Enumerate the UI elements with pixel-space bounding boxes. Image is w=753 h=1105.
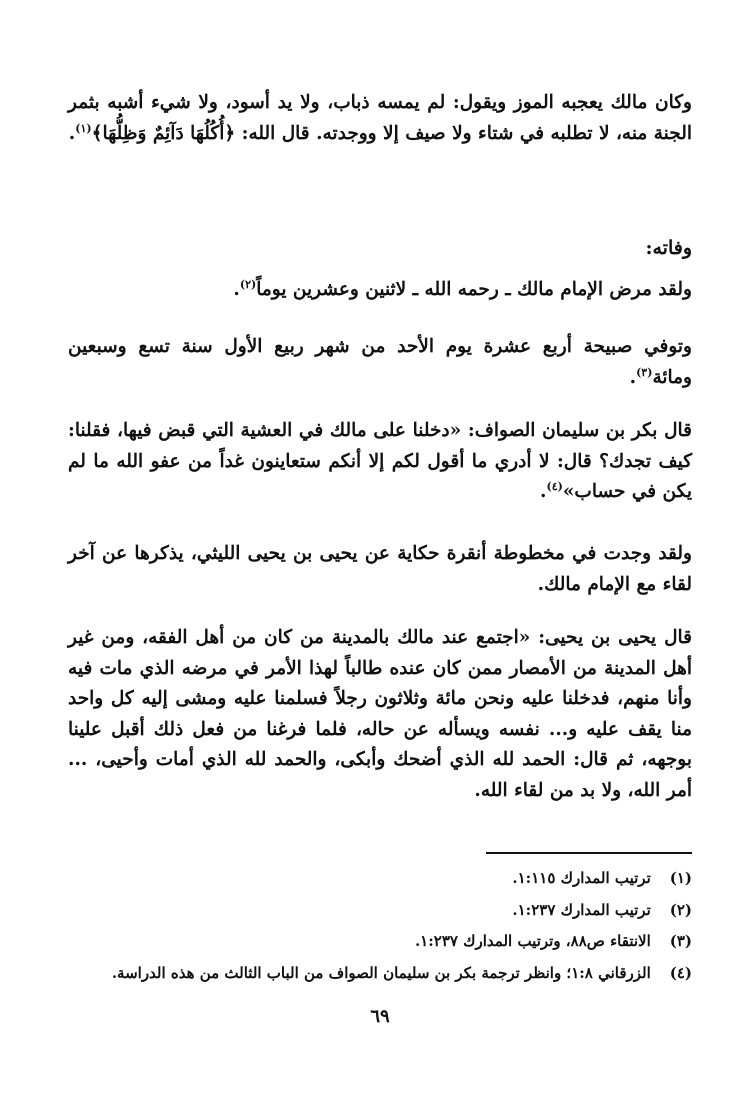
footnote-ref-4: (٤) <box>546 479 563 493</box>
footnote-text: ترتيب المدارك ١:١١٥. <box>512 869 651 887</box>
paragraph-text: قال بكر بن سليمان الصواف: «دخلنا على مالك في العشية التي قبض فيها، فقلنا: كيف تجدك؟ قال: لا أدري ما أقول لكم إلا أنكم ستعاينون غداً من عفو الله ما لم يكن في حساب» <box>68 420 692 502</box>
quran-verse: ﴿أُكُلُهَا دَآئِمٌ وَظِلُّهَا﴾ <box>91 122 236 144</box>
book-page <box>68 0 692 1105</box>
footnote-number: (٤) <box>669 964 692 982</box>
paragraph-end: . <box>68 122 76 144</box>
footnote-divider <box>486 852 692 854</box>
page-number: ٦٩ <box>370 1006 390 1027</box>
paragraph-text: ولقد مرض الإمام مالك ـ رحمه الله ـ لاثنين وعشرين يوماً <box>256 279 692 300</box>
paragraph-end: . <box>233 279 240 300</box>
footnote-4 <box>68 963 692 983</box>
paragraph-yahya: قال يحيى بن يحيى: «اجتمع عند مالك بالمدينة من كان من أهل الفقه، ومن غير أهل المدينة من الأمصار ممن كان عنده طالباً لهذا الأمر في مرضه الذي مات فيه وأنا منهم، فدخلنا عليه ونحن مائة وثلاثون رجلاً فسلمنا عليه ومشى إليه كل واحد منا يقف عليه و... نفسه ويسأله عن حاله، فلما فرغنا من فعل ذلك أقبل علينا بوجهه، ثم قال: الحمد لله الذي أضحك وأبكى، والحمد لله الذي أمات وأحيى، ... أمر الله، ولا بد من لقاء الله. <box>68 627 692 801</box>
footnote-text: الانتقاء ص٨٨، وترتيب المدارك ١:٢٣٧. <box>414 932 651 950</box>
paragraph-banana <box>68 88 692 149</box>
paragraph-text: وتوفي صبيحة أربع عشرة يوم الأحد من شهر ربيع الأول سنة تسع وسبعين ومائة <box>68 336 692 388</box>
footnote-ref-1: (١) <box>75 121 92 135</box>
paragraph-manuscript: ولقد وجدت في مخطوطة أنقرة حكاية عن يحيى بن يحيى الليثي، يذكرها عن آخر لقاء مع الإمام مالك. <box>68 543 692 595</box>
footnote-text: الزرقاني ١:٨؛ وانظر ترجمة بكر بن سليمان الصواف من الباب الثالث من هذه الدراسة. <box>111 964 651 982</box>
paragraph-death <box>68 332 692 393</box>
footnote-number: (٣) <box>669 932 692 950</box>
footnote-ref-2: (٢) <box>239 277 257 291</box>
paragraph-end: . <box>540 481 547 502</box>
paragraph-bakr <box>68 416 692 508</box>
footnote-2 <box>68 900 692 920</box>
paragraph-end: . <box>629 366 637 388</box>
footnote-text: ترتيب المدارك ١:٢٣٧. <box>512 901 651 919</box>
paragraph-text: وكان مالك يعجبه الموز ويقول: لم يمسه ذباب، ولا يد أسود، ولا شيء أشبه بثمر الجنة منه، لا تطلبه في شتاء ولا صيف إلا ووجدته. قال الله: <box>68 92 692 144</box>
section-heading: وفاته: <box>645 237 692 259</box>
paragraph-illness <box>68 275 692 306</box>
footnote-ref-3: (٣) <box>636 365 653 379</box>
footnote-1 <box>68 868 692 888</box>
footnote-3 <box>68 931 692 951</box>
footnote-number: (٢) <box>669 901 692 919</box>
footnote-number: (١) <box>669 869 692 887</box>
